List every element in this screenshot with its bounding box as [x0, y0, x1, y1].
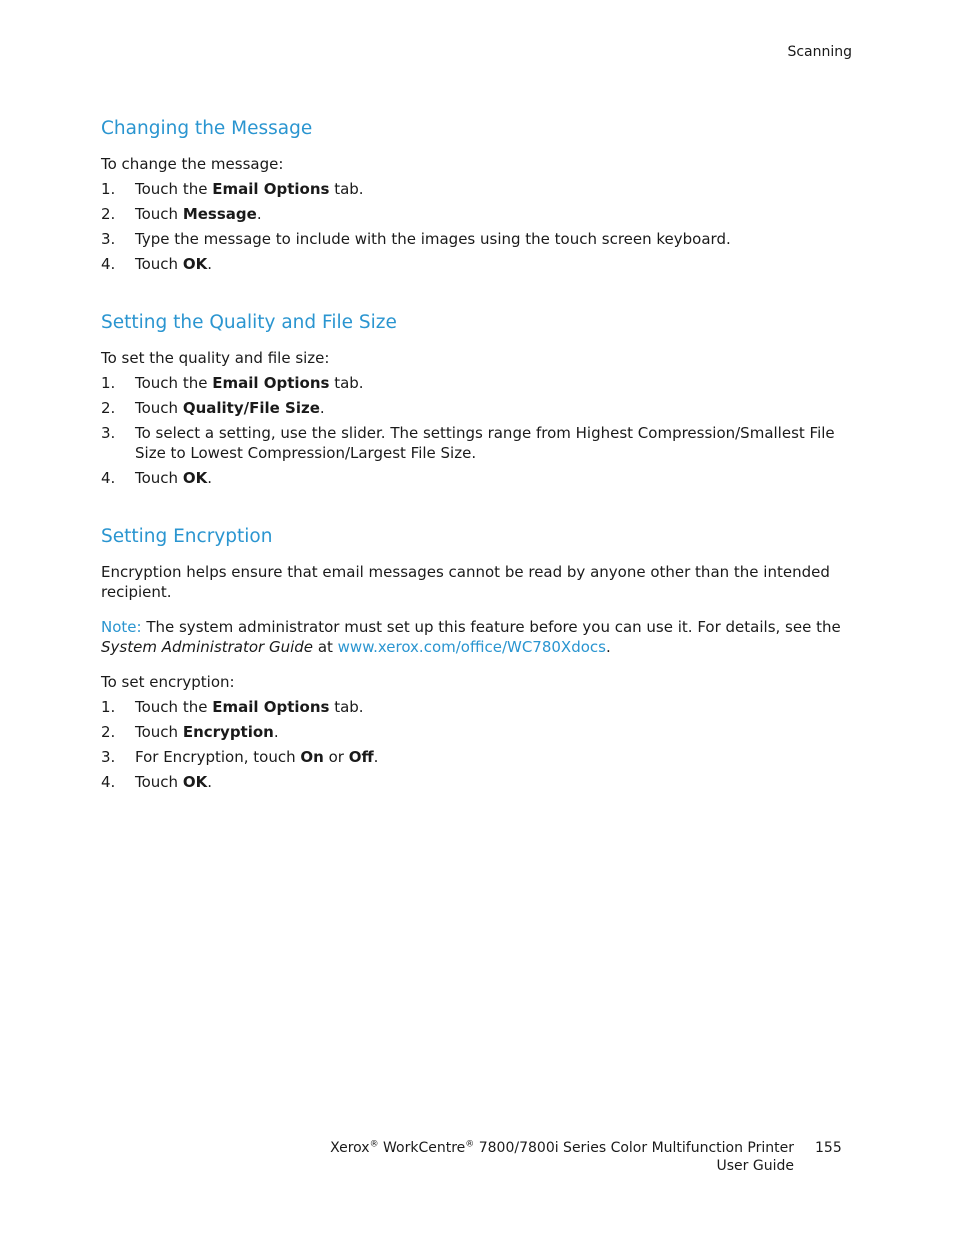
note-text: The system administrator must set up this feature before you can use it. For details, see the — [141, 618, 841, 636]
step-item — [101, 229, 853, 249]
page-content — [101, 116, 853, 792]
running-header: Scanning — [787, 44, 852, 60]
step-text: tab. — [329, 374, 364, 392]
step-bold: Encryption — [182, 723, 274, 741]
footer-product: WorkCentre — [378, 1140, 466, 1156]
footer-guide: User Guide — [716, 1158, 794, 1174]
step-number: 3. — [101, 424, 116, 442]
docs-link[interactable]: www.xerox.com/office/WC780Xdocs — [337, 638, 606, 656]
step-text: Touch the — [135, 698, 213, 716]
step-list — [101, 373, 853, 488]
step-text: tab. — [329, 698, 364, 716]
step-text: Touch — [135, 723, 183, 741]
step-text: Type the message to include with the images using the touch screen keyboard. — [135, 230, 731, 248]
footer-product-line — [300, 1139, 794, 1157]
step-number: 1. — [101, 180, 116, 198]
step-number: 4. — [101, 773, 116, 791]
step-bold: Message — [182, 205, 257, 223]
page-footer — [300, 1139, 794, 1175]
step-text: Touch — [135, 773, 183, 791]
step-text: Touch the — [135, 180, 213, 198]
section-heading: Setting Encryption — [101, 526, 273, 547]
step-text: tab. — [329, 180, 364, 198]
step-bold: Email Options — [212, 698, 330, 716]
step-number: 1. — [101, 698, 116, 716]
step-number: 1. — [101, 374, 116, 392]
step-bold: Email Options — [212, 180, 330, 198]
step-text: Touch — [135, 205, 183, 223]
section-description: Encryption helps ensure that email messages cannot be read by anyone other than the intended recipient. — [101, 563, 830, 601]
note-paragraph — [101, 617, 853, 657]
section-heading: Setting the Quality and File Size — [101, 312, 397, 333]
step-item — [101, 254, 853, 274]
step-bold: OK — [182, 773, 208, 791]
step-text: For Encryption, touch — [135, 748, 301, 766]
step-text: Touch the — [135, 374, 213, 392]
note-text: at — [313, 638, 338, 656]
step-text: . — [207, 469, 212, 487]
registered-mark: ® — [465, 1139, 475, 1150]
step-bold: OK — [182, 469, 208, 487]
step-number: 4. — [101, 255, 116, 273]
guide-title: System Administrator Guide — [101, 638, 314, 656]
step-text: . — [319, 399, 325, 417]
step-bold: OK — [182, 255, 208, 273]
step-bold: Email Options — [212, 374, 330, 392]
step-number: 3. — [101, 748, 116, 766]
step-item — [101, 204, 853, 224]
step-item — [101, 398, 853, 418]
step-text: . — [207, 773, 212, 791]
step-number: 2. — [101, 723, 116, 741]
step-text: . — [273, 723, 279, 741]
section-heading: Changing the Message — [101, 118, 313, 139]
step-item — [101, 722, 853, 742]
step-number: 2. — [101, 399, 116, 417]
section-intro: To set encryption: — [101, 673, 235, 691]
section-intro: To change the message: — [101, 155, 284, 173]
step-text: . — [256, 205, 262, 223]
step-item — [101, 747, 853, 767]
step-number: 3. — [101, 230, 116, 248]
section-changing-message — [101, 116, 853, 274]
section-intro: To set the quality and file size: — [101, 349, 330, 367]
step-text: or — [323, 748, 349, 766]
step-item — [101, 423, 853, 463]
step-number: 2. — [101, 205, 116, 223]
step-text: . — [373, 748, 379, 766]
registered-mark: ® — [369, 1139, 379, 1150]
step-item — [101, 373, 853, 393]
step-text: Touch — [135, 469, 183, 487]
page-number: 155 — [815, 1140, 842, 1156]
section-quality-file-size — [101, 310, 853, 488]
footer-model: 7800/7800i Series Color Multifunction Printer — [474, 1140, 794, 1156]
step-bold: On — [300, 748, 324, 766]
step-text: Touch — [135, 399, 183, 417]
step-bold: Off — [348, 748, 374, 766]
step-list — [101, 179, 853, 274]
step-text: To select a setting, use the slider. The settings range from Highest Compression/Smallest File Size to Lowest Compression/Largest File Size. — [135, 424, 835, 462]
section-encryption — [101, 524, 853, 792]
step-item — [101, 697, 853, 717]
step-number: 4. — [101, 469, 116, 487]
step-item — [101, 468, 853, 488]
footer-brand: Xerox — [330, 1140, 370, 1156]
step-text: . — [207, 255, 212, 273]
note-label: Note: — [101, 618, 142, 636]
step-list — [101, 697, 853, 792]
step-item — [101, 179, 853, 199]
step-bold: Quality/File Size — [182, 399, 320, 417]
step-item — [101, 772, 853, 792]
step-text: Touch — [135, 255, 183, 273]
note-text: . — [605, 638, 611, 656]
